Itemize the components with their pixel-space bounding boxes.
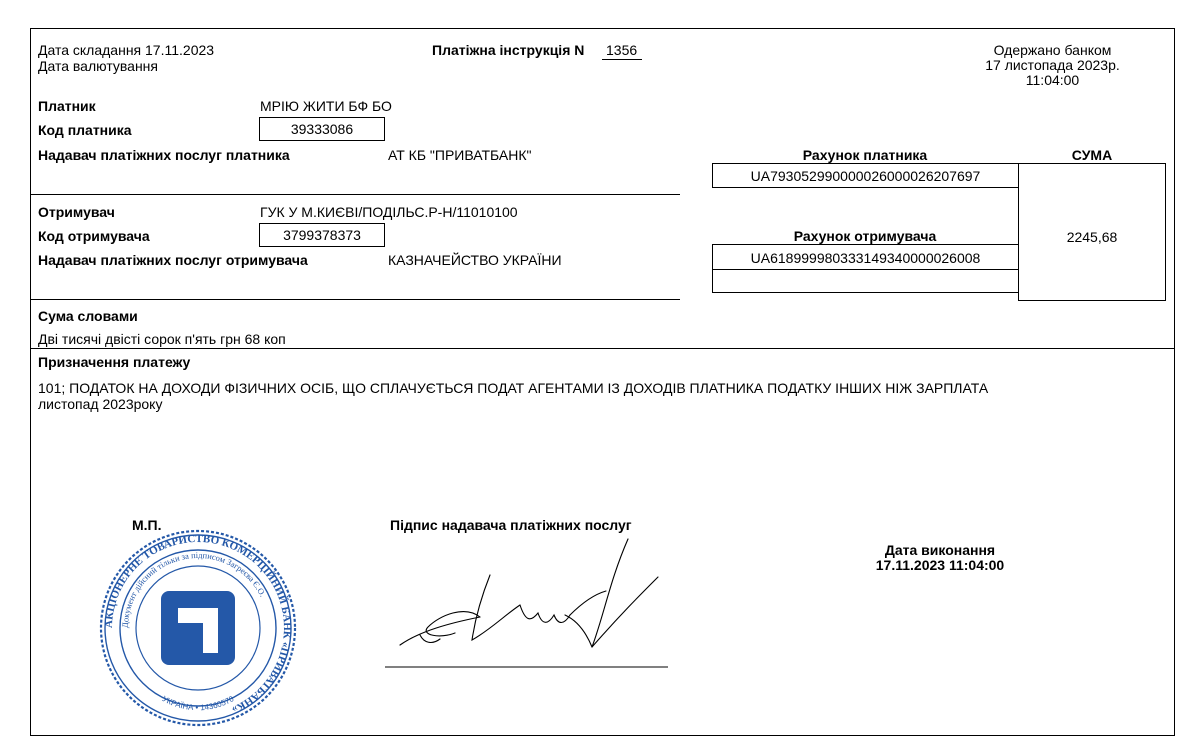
stamp-inner-text: Документ дійсний тільки за підписом Загреєва Є.О. [119,549,269,629]
recipient-code-label: Код отримувача [38,228,150,244]
recipient-account: UA618999980333149340000026008 [750,250,981,266]
sum-words-value: Дві тисячі двісті сорок п'ять грн 68 коп [38,331,286,347]
purpose-line2: листопад 2023року [38,396,163,412]
instruction-number: 1356 [606,42,638,58]
stamp-label: М.П. [132,517,162,533]
instruction-label: Платіжна інструкція N [432,42,585,58]
recipient-section-divider [31,299,680,300]
amount-value: 2245,68 [1066,229,1118,245]
bank-stamp [98,528,298,728]
recipient-label: Отримувач [38,204,115,220]
signature-label: Підпис надавача платіжних послуг [390,517,632,533]
payer-provider: АТ КБ "ПРИВАТБАНК" [388,147,532,163]
sum-words-label: Сума словами [38,308,138,324]
payer-provider-label: Надавач платіжних послуг платника [38,147,290,163]
purpose-line1: 101; ПОДАТОК НА ДОХОДИ ФІЗИЧНИХ ОСІБ, ЩО СПЛАЧУЄТЬСЯ ПОДАТ АГЕНТАМИ ІЗ ДОХОДІВ ПЛАТНИКА ПОДАТКУ ІНШИХ НІЖ ЗАРПЛАТА [38,380,989,396]
purpose-label: Призначення платежу [38,354,191,370]
recipient-code: 3799378373 [283,227,361,243]
payer-section-divider [31,194,680,195]
recipient-provider: КАЗНАЧЕЙСТВО УКРАЇНИ [388,252,562,268]
recipient-account-label: Рахунок отримувача [793,228,937,244]
recipient-provider-label: Надавач платіжних послуг отримувача [38,252,308,268]
sum-words-divider [31,348,1174,349]
received-line1: Одержано банком [993,42,1112,58]
recipient-account-box-divider [712,269,1019,270]
payer-account: UA793052990000026000026207697 [750,168,981,184]
date-compiled: Дата складання 17.11.2023 [38,42,215,58]
amount-label: СУМА [1071,147,1113,163]
stamp-outer-text: АКЦІОНЕРНЕ ТОВАРИСТВО КОМЕРЦІЙНИЙ БАНК «ПРИВАТБАНК» [102,532,294,716]
payer-account-label: Рахунок платника [802,147,928,163]
received-line3: 11:04:00 [1025,72,1080,88]
payer-code-label: Код платника [38,122,132,138]
payer-label: Платник [38,98,96,114]
execution-value: 17.11.2023 11:04:00 [875,557,1005,573]
payer-code: 39333086 [290,121,354,137]
received-line2: 17 листопада 2023р. [985,57,1120,73]
execution-label: Дата виконання [884,542,996,558]
privatbank-logo-icon [161,591,235,665]
svg-text:УКРАЇНА • 14360570 [161,694,236,712]
stamp-bottom-text: УКРАЇНА • 14360570 [160,694,236,713]
date-value: Дата валютування [38,58,158,74]
signature-drawing [380,535,680,675]
recipient-name: ГУК У М.КИЄВІ/ПОДІЛЬС.Р-Н/11010100 [260,204,518,220]
instruction-number-underline [602,59,642,60]
payer-name: МРІЮ ЖИТИ БФ БО [260,98,392,114]
